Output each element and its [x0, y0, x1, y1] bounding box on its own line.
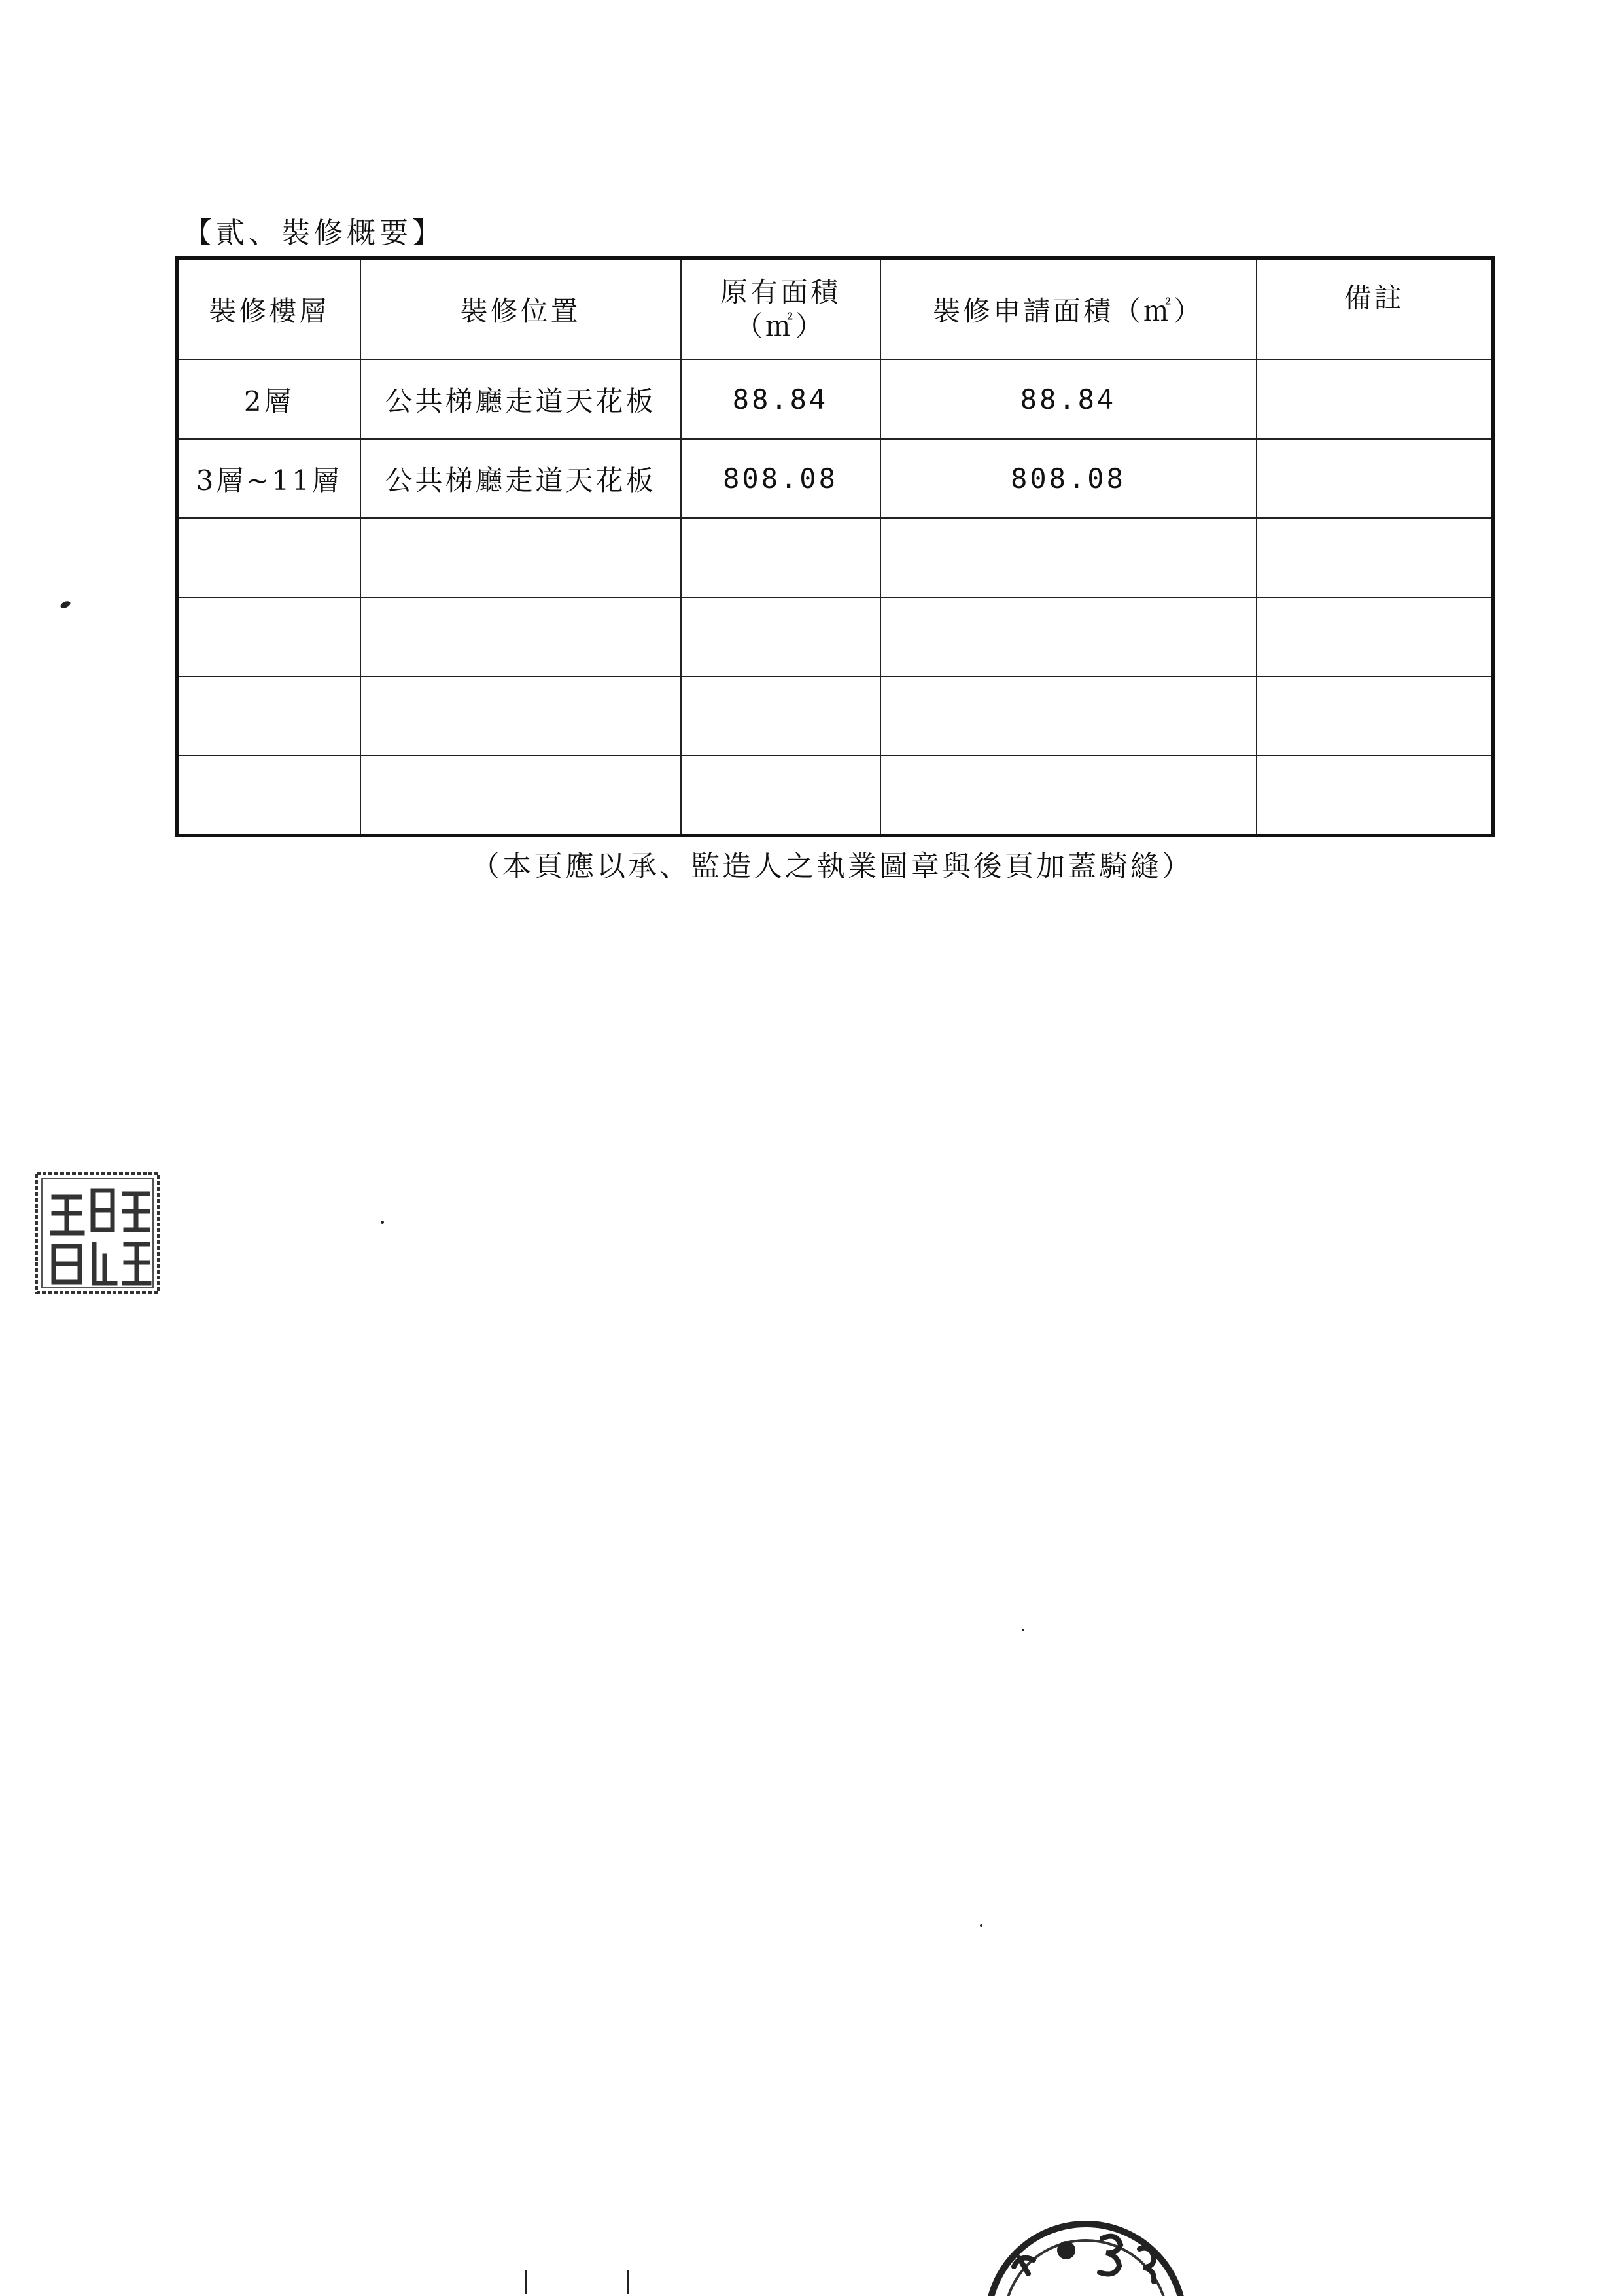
scan-speck: [980, 1924, 982, 1927]
seal-instruction-note: （本頁應以承、監造人之執業圖章與後頁加蓋騎縫）: [471, 850, 1193, 883]
square-seal-stamp: [34, 1171, 161, 1295]
table-row: [177, 756, 1493, 836]
scan-speck: [1022, 1629, 1024, 1631]
table-row: [177, 360, 1493, 439]
cell-applied-area: [880, 518, 1257, 597]
cell-remarks: [1257, 756, 1493, 836]
cell-original-area: [681, 756, 880, 836]
cell-original-area: 88.84: [681, 360, 880, 439]
renovation-summary-table: [175, 256, 1495, 837]
table-row: [177, 676, 1493, 756]
table-row: [177, 518, 1493, 597]
header-floor: 裝修樓層: [177, 258, 360, 360]
cell-floor: [177, 676, 360, 756]
cell-remarks: [1257, 518, 1493, 597]
header-original-area-line1: 原有面積: [720, 276, 841, 308]
cell-original-area: [681, 518, 880, 597]
table-header-row: [177, 258, 1493, 360]
table-row: [177, 597, 1493, 676]
cell-applied-area: 88.84: [880, 360, 1257, 439]
cell-location: [360, 756, 681, 836]
cell-location: [360, 518, 681, 597]
cell-original-area: 808.08: [681, 439, 880, 518]
cell-remarks: [1257, 439, 1493, 518]
cell-location: 公共梯廳走道天花板: [360, 439, 681, 518]
cell-floor: [177, 756, 360, 836]
cell-applied-area: [880, 676, 1257, 756]
cell-original-area: [681, 676, 880, 756]
header-original-area-text: [720, 275, 841, 343]
section-title: 【貳、裝修概要】: [183, 217, 445, 250]
round-seal-stamp: [968, 2198, 1184, 2296]
cell-applied-area: [880, 756, 1257, 836]
header-original-area-line2: （㎡）: [735, 310, 826, 342]
scan-speck: [381, 1221, 384, 1224]
header-original-area: [681, 258, 880, 360]
cell-location: [360, 597, 681, 676]
cell-remarks: [1257, 676, 1493, 756]
header-remarks: 備註: [1257, 258, 1493, 360]
cell-floor: 2層: [177, 360, 360, 439]
header-location: 裝修位置: [360, 258, 681, 360]
cell-applied-area: [880, 597, 1257, 676]
margin-tick-mark: [525, 2270, 527, 2294]
cell-remarks: [1257, 360, 1493, 439]
table-row: [177, 439, 1493, 518]
cell-location: 公共梯廳走道天花板: [360, 360, 681, 439]
scan-speck: [60, 600, 71, 610]
cell-floor: 3層~11層: [177, 439, 360, 518]
cell-location: [360, 676, 681, 756]
cell-applied-area: 808.08: [880, 439, 1257, 518]
cell-original-area: [681, 597, 880, 676]
margin-tick-mark: [627, 2270, 629, 2294]
cell-floor: [177, 518, 360, 597]
cell-floor: [177, 597, 360, 676]
cell-remarks: [1257, 597, 1493, 676]
header-applied-area: 裝修申請面積（㎡）: [880, 258, 1257, 360]
